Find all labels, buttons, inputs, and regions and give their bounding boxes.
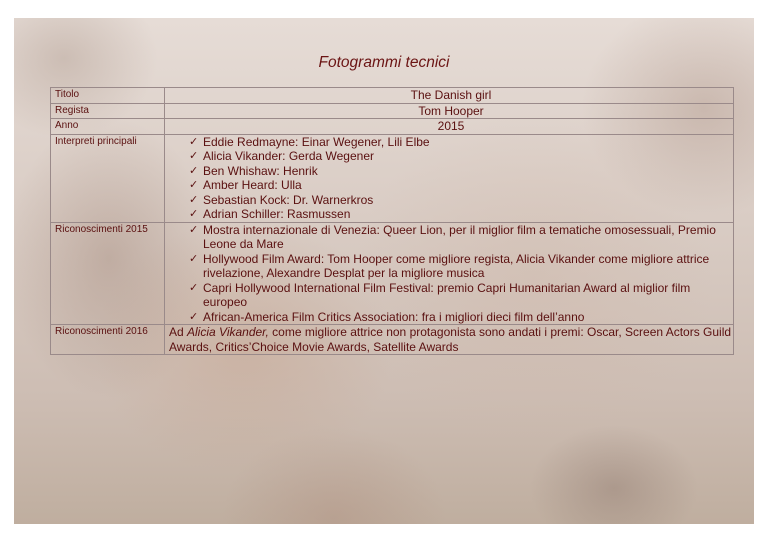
table-row-titolo: [51, 88, 734, 104]
page: [14, 18, 754, 524]
row-label-titolo: Titolo: [51, 88, 165, 104]
cast-list: [169, 135, 733, 222]
row-value-interpreti: [165, 134, 734, 222]
row-value-regista: Tom Hooper: [165, 103, 734, 119]
row-value-anno: 2015: [165, 119, 734, 135]
page-title: Fotogrammi tecnici: [318, 54, 450, 71]
check-icon: ✓: [189, 150, 199, 162]
table-row-interpreti: [51, 134, 734, 222]
check-icon: ✓: [189, 223, 199, 236]
check-icon: ✓: [189, 193, 199, 206]
check-icon: ✓: [189, 310, 199, 323]
list-item: ✓ Capri Hollywood International Film Festival: premio Capri Humanitarian Award al miglior film europeo: [189, 280, 691, 309]
table-row-riconoscimenti-2016: [51, 325, 734, 355]
list-item: ✓ Eddie Redmayne: Einar Wegener, Lili Elbe: [189, 134, 430, 149]
row-label-regista: Regista: [51, 103, 165, 119]
table-row-regista: [51, 103, 734, 119]
check-icon: ✓: [189, 281, 199, 294]
check-icon: ✓: [189, 208, 199, 220]
actress-name: Alicia Vikander,: [187, 325, 269, 339]
check-icon: ✓: [189, 252, 199, 265]
list-item: ✓ Adrian Schiller: Rasmussen: [189, 207, 351, 221]
table-row-anno: [51, 119, 734, 135]
row-value-titolo: The Danish girl: [165, 88, 734, 104]
row-value-riconoscimenti-2015: [165, 222, 734, 325]
row-label-anno: Anno: [51, 119, 165, 135]
table-row-riconoscimenti-2015: [51, 222, 734, 325]
list-item: ✓ Hollywood Film Award: Tom Hooper come migliore regista, Alicia Vikander come migliore attrice rivelazione, Alexandre Desplat per la migliore musica: [189, 251, 710, 280]
row-label-interpreti: Interpreti principali: [51, 134, 165, 222]
row-value-riconoscimenti-2016: Ad Alicia Vikander, come migliore attrice non protagonista sono andati i premi: Oscar, Screen Actors Guild Awards, Critics’Choice Movie Awards, Satellite Awards: [165, 325, 734, 355]
awards-2015-list: [169, 223, 733, 325]
check-icon: ✓: [189, 164, 199, 177]
list-item: ✓ Mostra internazionale di Venezia: Queer Lion, per il miglior film a tematiche omosessuali, Premio Leone da Mare: [189, 222, 716, 251]
list-item: ✓ Ben Whishaw: Henrik: [189, 163, 318, 178]
list-item: ✓ Sebastian Kock: Dr. Warnerkros: [189, 192, 374, 207]
list-item: ✓ Alicia Vikander: Gerda Wegener: [189, 149, 374, 163]
check-icon: ✓: [189, 135, 199, 148]
technical-info-table: [50, 87, 734, 355]
row-label-riconoscimenti-2015: Riconoscimenti 2015: [51, 222, 165, 325]
list-item: ✓ African-America Film Critics Association: fra i migliori dieci film dell’anno: [189, 309, 585, 324]
list-item: ✓ Amber Heard: Ulla: [189, 178, 302, 192]
row-label-riconoscimenti-2016: Riconoscimenti 2016: [51, 325, 165, 355]
check-icon: ✓: [189, 179, 199, 191]
